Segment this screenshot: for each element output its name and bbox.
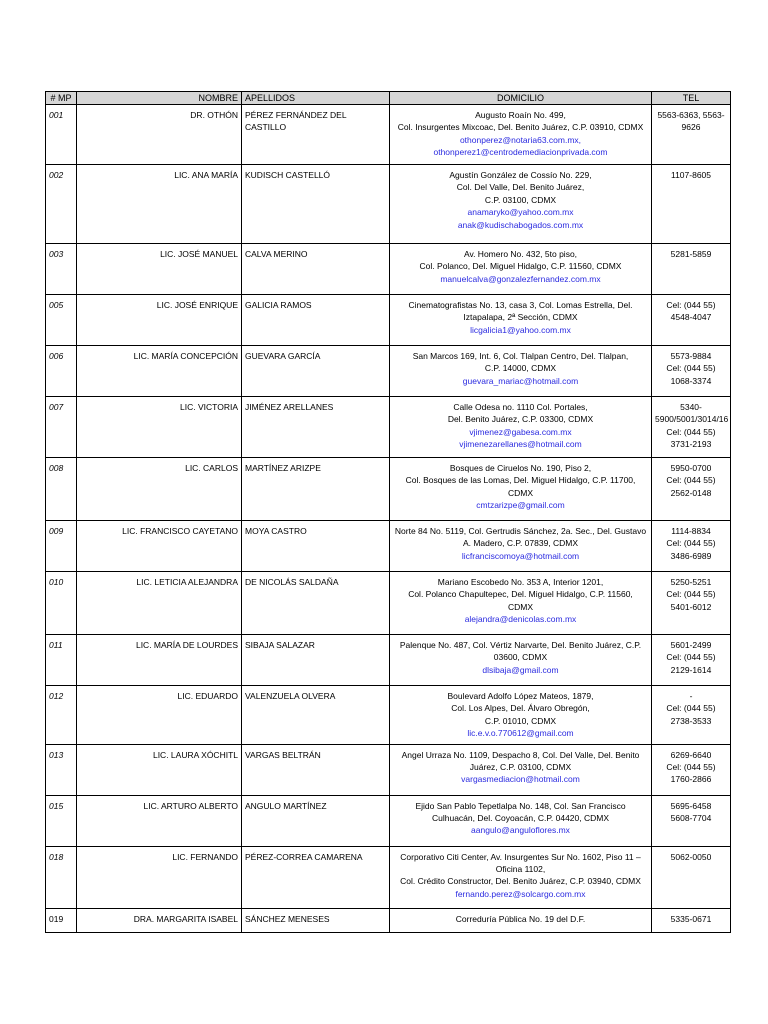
apellidos-cell: GALICIA RAMOS: [242, 295, 390, 346]
phone-number: Cel: (044 55) 4548-4047: [666, 300, 716, 323]
phone-number: Cel: (044 55) 2129-1614: [666, 652, 716, 675]
table-row: [46, 458, 731, 521]
mp-number: 015: [46, 795, 77, 846]
table-row: [46, 295, 731, 346]
apellidos-cell: PÉREZ FERNÁNDEZ DEL CASTILLO: [242, 105, 390, 165]
apellidos-cell: DE NICOLÁS SALDAÑA: [242, 572, 390, 635]
address-line: Col. Bosques de las Lomas, Del. Miguel Hidalgo, C.P. 11700,: [405, 475, 636, 486]
table-row: [46, 686, 731, 745]
address-line: Mariano Escobedo No. 353 A, Interior 1201,: [437, 577, 604, 587]
mp-number: 007: [46, 397, 77, 458]
mp-number: 005: [46, 295, 77, 346]
address-line: Col. Polanco Chapultepec, Del. Miguel Hidalgo, C.P. 11560,: [408, 589, 633, 600]
tel-cell: [652, 244, 731, 295]
address-line: Boulevard Adolfo López Mateos, 1879,: [447, 691, 594, 701]
tel-cell: [652, 846, 731, 908]
mp-number: 011: [46, 635, 77, 686]
nombre-cell: LIC. CARLOS: [77, 458, 242, 521]
table-row: [46, 635, 731, 686]
address-line: Del. Benito Juárez, C.P. 03300, CDMX: [447, 414, 594, 425]
table-row: [46, 795, 731, 846]
nombre-cell: LIC. MARÍA CONCEPCIÓN: [77, 346, 242, 397]
mp-number: 006: [46, 346, 77, 397]
table-row: [46, 521, 731, 572]
tel-cell: [652, 635, 731, 686]
table-row: [46, 572, 731, 635]
table-row: [46, 105, 731, 165]
tel-cell: [652, 397, 731, 458]
phone-number: 5335-0671: [670, 913, 712, 924]
phone-number: Cel: (044 55) 2738-3533: [666, 703, 716, 726]
header-tel: TEL: [652, 92, 731, 105]
email-link[interactable]: othonperez@notaria63.com.mx,: [459, 134, 582, 145]
nombre-cell: LIC. VICTORIA: [77, 397, 242, 458]
email-link[interactable]: dlsibaja@gmail.com: [482, 664, 559, 675]
email-link[interactable]: licgalicia1@yahoo.com.mx: [470, 324, 571, 335]
phone-number: 5950-0700: [670, 463, 712, 473]
phone-number: Cel: (044 55) 1068-3374: [666, 363, 716, 386]
address-line: Corporativo Citi Center, Av. Insurgentes Sur No. 1602, Piso 11 –: [400, 851, 641, 862]
address-line: Angel Urraza No. 1109, Despacho 8, Col. Del Valle, Del. Benito: [401, 749, 640, 760]
table-row: [46, 846, 731, 908]
email-link[interactable]: manuelcalva@gonzalezfernandez.com.mx: [440, 273, 601, 284]
tel-cell: [652, 346, 731, 397]
address-line: Ejido San Pablo Tepetlalpa No. 148, Col. San Francisco: [415, 800, 626, 811]
domicilio-cell: [390, 521, 652, 572]
apellidos-cell: ANGULO MARTÍNEZ: [242, 795, 390, 846]
phone-number: 5062-0050: [670, 851, 712, 862]
apellidos-cell: KUDISCH CASTELLÓ: [242, 165, 390, 244]
phone-number: 1107-8605: [670, 170, 712, 180]
nombre-cell: LIC. EDUARDO: [77, 686, 242, 745]
address-line: C.P. 01010, CDMX: [484, 715, 557, 726]
phone-number: 5563-6363, 5563-9626: [657, 110, 725, 133]
phone-number: Cel: (044 55) 3486-6989: [666, 538, 716, 561]
apellidos-cell: GUEVARA GARCÍA: [242, 346, 390, 397]
table-row: [46, 397, 731, 458]
domicilio-cell: [390, 744, 652, 795]
table-header-row: [46, 92, 731, 105]
domicilio-cell: [390, 635, 652, 686]
tel-cell: [652, 165, 731, 244]
address-line: Augusto Roaín No. 499,: [475, 110, 566, 120]
mp-number: 019: [46, 908, 77, 932]
phone-number: Cel: (044 55) 2562-0148: [666, 475, 716, 498]
address-line: Palenque No. 487, Col. Vértiz Narvarte, Del. Benito Juárez, C.P.: [399, 640, 642, 650]
email-link[interactable]: licfranciscomoya@hotmail.com: [461, 550, 580, 561]
address-line: Iztapalapa, 2ª Sección, CDMX: [463, 312, 578, 323]
address-line: Col. Insurgentes Mixcoac, Del. Benito Juárez, C.P. 03910, CDMX: [397, 122, 644, 133]
tel-cell: [652, 744, 731, 795]
address-line: C.P. 03100, CDMX: [484, 194, 557, 205]
mp-number: 010: [46, 572, 77, 635]
mp-number: 001: [46, 105, 77, 165]
mp-number: 012: [46, 686, 77, 745]
email-link[interactable]: fernando.perez@solcargo.com.mx: [455, 888, 586, 899]
mp-number: 002: [46, 165, 77, 244]
email-link[interactable]: vargasmediacion@hotmail.com: [461, 774, 580, 785]
phone-number: 6269-6640: [670, 749, 712, 760]
address-line: Col. Los Alpes, Del. Álvaro Obregón,: [451, 703, 590, 714]
email-link[interactable]: lic.e.v.o.770612@gmail.com: [467, 728, 574, 739]
nombre-cell: DR. OTHÓN: [77, 105, 242, 165]
domicilio-cell: [390, 572, 652, 635]
table-row: [46, 908, 731, 932]
address-line: C.P. 14000, CDMX: [484, 363, 557, 374]
nombre-cell: DRA. MARGARITA ISABEL: [77, 908, 242, 932]
email-link[interactable]: cmtzarizpe@gmail.com: [476, 500, 565, 511]
address-line: A. Madero, C.P. 07839, CDMX: [462, 538, 579, 549]
domicilio-cell: [390, 686, 652, 745]
apellidos-cell: SÁNCHEZ MENESES: [242, 908, 390, 932]
tel-cell: [652, 521, 731, 572]
table-row: [46, 165, 731, 244]
apellidos-cell: VALENZUELA OLVERA: [242, 686, 390, 745]
apellidos-cell: MOYA CASTRO: [242, 521, 390, 572]
address-line: 03600, CDMX: [493, 652, 548, 663]
domicilio-cell: [390, 908, 652, 932]
mp-number: 009: [46, 521, 77, 572]
phone-number: Cel: (044 55) 5401-6012: [666, 589, 716, 612]
domicilio-cell: [390, 458, 652, 521]
phone-number: 1114-8834: [671, 526, 711, 536]
header-num: # MP: [46, 92, 77, 105]
mp-number: 013: [46, 744, 77, 795]
nombre-cell: LIC. FERNANDO: [77, 846, 242, 908]
nombre-cell: LIC. MARÍA DE LOURDES: [77, 635, 242, 686]
nombre-cell: LIC. FRANCISCO CAYETANO: [77, 521, 242, 572]
phone-number: 5250-5251: [670, 577, 712, 587]
phone-number: 5340-5900/5001/3014/16: [655, 402, 729, 425]
address-line: Col. Crédito Constructor, Del. Benito Juárez, C.P. 03940, CDMX: [400, 876, 641, 887]
address-line: Calle Odesa no. 1110 Col. Portales,: [453, 402, 588, 412]
phone-number: 5281-5859: [670, 249, 712, 259]
phone-number: 5601-2499: [670, 640, 712, 650]
domicilio-cell: [390, 165, 652, 244]
nombre-cell: LIC. JOSÉ ENRIQUE: [77, 295, 242, 346]
phone-number: 5695-6458: [670, 800, 712, 811]
address-line: San Marcos 169, Int. 6, Col. Tlalpan Centro, Del. Tlalpan,: [412, 351, 629, 361]
nombre-cell: LIC. LETICIA ALEJANDRA: [77, 572, 242, 635]
email-link[interactable]: anak@kudischabogados.com.mx: [457, 219, 584, 230]
domicilio-cell: [390, 397, 652, 458]
phone-number: 5608-7704: [670, 813, 712, 824]
tel-cell: [652, 795, 731, 846]
nombre-cell: LIC. JOSÉ MANUEL: [77, 244, 242, 295]
domicilio-cell: [390, 346, 652, 397]
domicilio-cell: [390, 105, 652, 165]
email-link[interactable]: guevara_mariac@hotmail.com: [462, 375, 579, 386]
header-nombre: NOMBRE: [77, 92, 242, 105]
address-line: CDMX: [507, 601, 534, 612]
address-line: Oficina 1102,: [495, 864, 546, 875]
email-link[interactable]: anamaryko@yahoo.com.mx: [467, 207, 574, 218]
phone-number: -: [689, 691, 693, 701]
tel-cell: [652, 908, 731, 932]
apellidos-cell: VARGAS BELTRÁN: [242, 744, 390, 795]
address-line: Agustín González de Cossío No. 229,: [449, 170, 592, 180]
mediator-registry-table: [45, 91, 731, 933]
mp-number: 008: [46, 458, 77, 521]
apellidos-cell: SIBAJA SALAZAR: [242, 635, 390, 686]
header-domicilio: DOMICILIO: [390, 92, 652, 105]
address-line: Juárez, C.P. 03100, CDMX: [469, 762, 572, 773]
email-link[interactable]: aangulo@anguloflores.mx: [471, 825, 570, 836]
tel-cell: [652, 572, 731, 635]
address-line: Av. Homero No. 432, 5to piso,: [463, 249, 578, 259]
phone-number: Cel: (044 55) 3731-2193: [666, 426, 716, 450]
email-link[interactable]: vjimenezarellanes@hotmail.com: [459, 439, 582, 450]
tel-cell: [652, 295, 731, 346]
tel-cell: [652, 458, 731, 521]
mp-number: 003: [46, 244, 77, 295]
nombre-cell: LIC. LAURA XÓCHITL: [77, 744, 242, 795]
table-row: [46, 744, 731, 795]
table-row: [46, 244, 731, 295]
tel-cell: [652, 686, 731, 745]
apellidos-cell: MARTÍNEZ ARIZPE: [242, 458, 390, 521]
domicilio-cell: [390, 295, 652, 346]
apellidos-cell: CALVA MERINO: [242, 244, 390, 295]
address-line: CDMX: [507, 487, 534, 498]
address-line: Cinematografistas No. 13, casa 3, Col. Lomas Estrella, Del.: [408, 300, 633, 310]
address-line: Col. Polanco, Del. Miguel Hidalgo, C.P. 11560, CDMX: [419, 261, 622, 272]
domicilio-cell: [390, 846, 652, 908]
email-link[interactable]: vjimenez@gabesa.com.mx: [469, 426, 572, 437]
email-link[interactable]: othonperez1@centrodemediacionprivada.com: [433, 147, 608, 158]
tel-cell: [652, 105, 731, 165]
table-body: [46, 105, 731, 933]
table-row: [46, 346, 731, 397]
nombre-cell: LIC. ANA MARÍA: [77, 165, 242, 244]
phone-number: 5573-9884: [670, 351, 712, 361]
address-line: Col. Del Valle, Del. Benito Juárez,: [456, 182, 585, 193]
header-apellidos: APELLIDOS: [242, 92, 390, 105]
domicilio-cell: [390, 244, 652, 295]
address-line: Bosques de Ciruelos No. 190, Piso 2,: [449, 463, 592, 473]
nombre-cell: LIC. ARTURO ALBERTO: [77, 795, 242, 846]
address-line: Culhuacán, Del. Coyoacán, C.P. 04420, CDMX: [431, 813, 610, 824]
email-link[interactable]: alejandra@denicolas.com.mx: [464, 614, 577, 625]
domicilio-cell: [390, 795, 652, 846]
mp-number: 018: [46, 846, 77, 908]
address-line: Correduría Pública No. 19 del D.F.: [455, 913, 586, 924]
phone-number: Cel: (044 55) 1760-2866: [666, 762, 716, 785]
apellidos-cell: JIMÉNEZ ARELLANES: [242, 397, 390, 458]
address-line: Norte 84 No. 5119, Col. Gertrudis Sánchez, 2a. Sec., Del. Gustavo: [394, 526, 647, 536]
apellidos-cell: PÉREZ-CORREA CAMARENA: [242, 846, 390, 908]
